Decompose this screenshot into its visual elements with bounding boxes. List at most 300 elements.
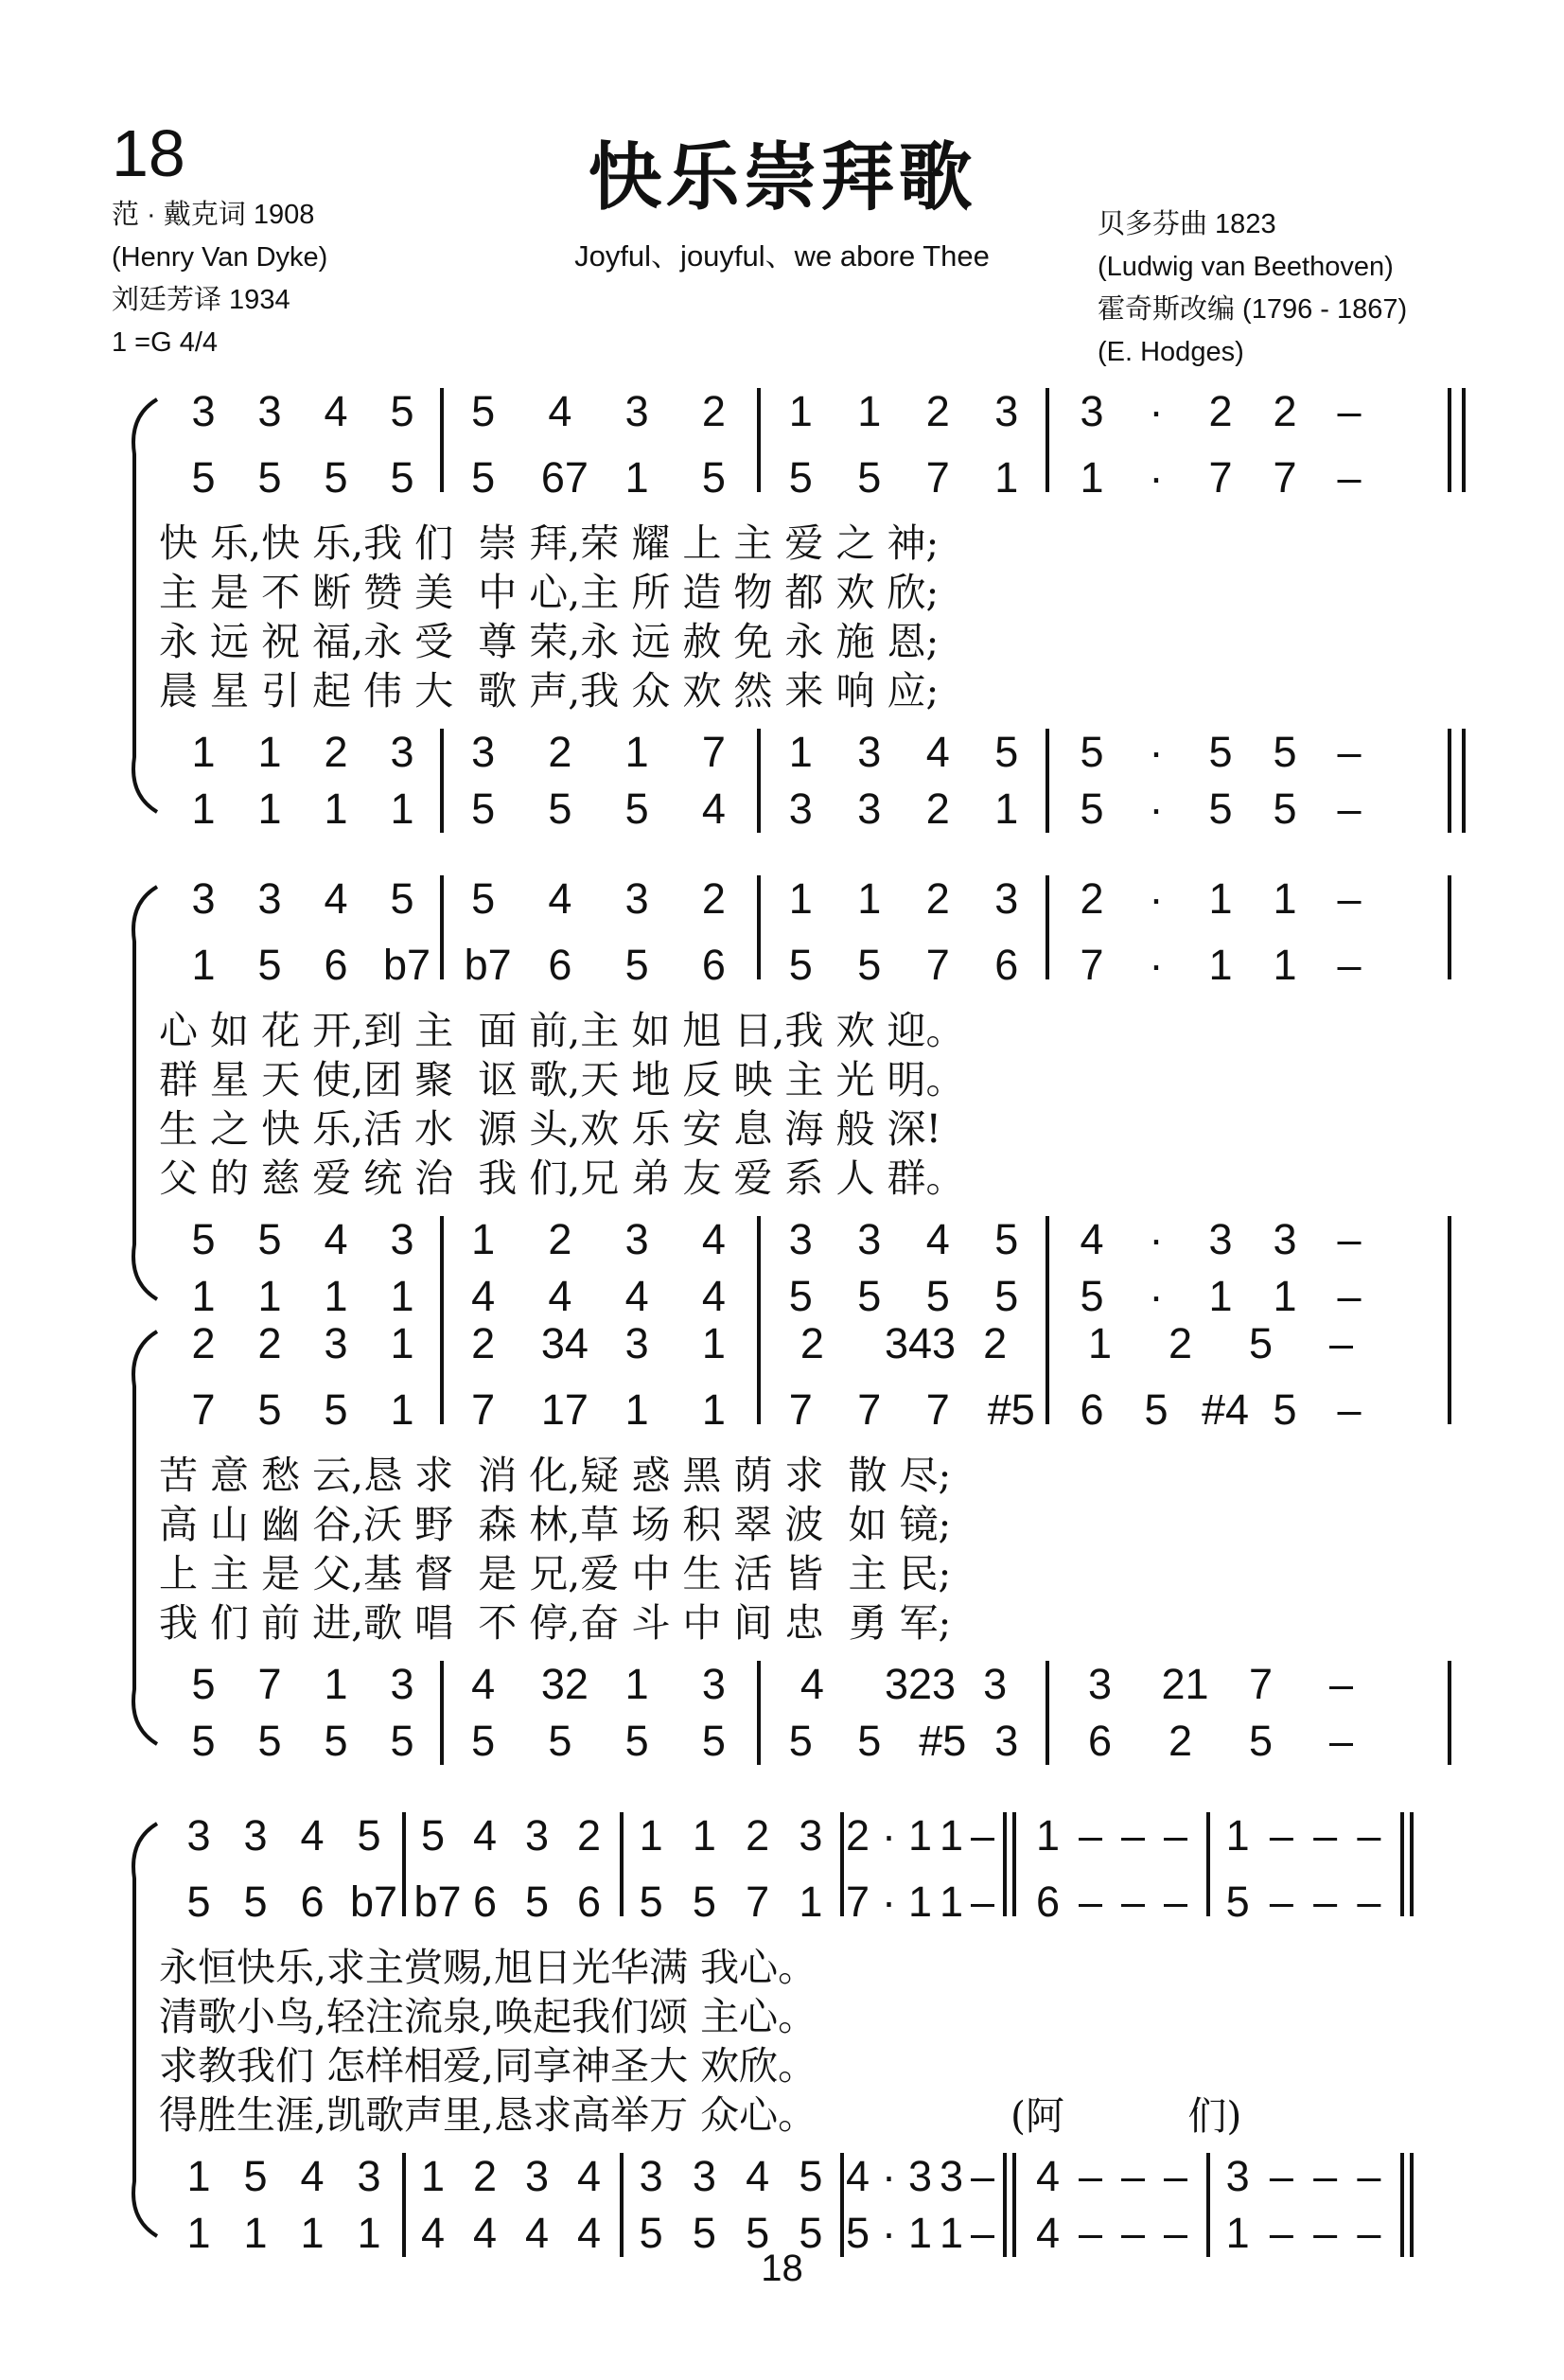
- soprano-note: –: [1313, 1811, 1338, 1860]
- bass-note: 1: [257, 785, 282, 833]
- bar-line: [1410, 1812, 1414, 1916]
- soprano-note: 2: [257, 1319, 282, 1367]
- bass-note: 5: [799, 2209, 823, 2257]
- bar-line: [1410, 2153, 1414, 2257]
- alto-note: 5: [471, 453, 496, 502]
- verse-3-lyrics: 永 远 祝 福,永 受 尊 荣,永 远 赦 免 永 施 恩;: [159, 619, 940, 664]
- alto-note: 1: [994, 453, 1019, 502]
- tenor-note: 4: [925, 728, 950, 776]
- alto-note: #4: [1202, 1385, 1250, 1434]
- soprano-note: 2: [983, 1319, 1008, 1367]
- hymn-title: 快乐崇拜歌: [588, 134, 976, 220]
- soprano-note: 1: [1273, 874, 1297, 923]
- bar-line: [757, 1320, 761, 1424]
- bass-note: 5: [746, 2209, 770, 2257]
- alto-note: 6: [324, 941, 348, 989]
- bass-note: 5: [857, 1272, 882, 1320]
- soprano-note: 1: [1225, 1811, 1250, 1860]
- soprano-note: –: [970, 1811, 995, 1860]
- alto-note: 5: [1144, 1385, 1169, 1434]
- verse-2-lyrics: 主 是 不 断 赞 美 中 心,主 所 造 物 都 欢 欣;: [159, 570, 940, 615]
- alto-note: –: [1337, 453, 1362, 502]
- tenor-note: 3: [390, 728, 414, 776]
- verse-1-lyrics: 心 如 花 开,到 主 面 前,主 如 旭 日,我 欢 迎。: [159, 1008, 965, 1053]
- tenor-note: 5: [191, 1660, 216, 1708]
- tenor-note: 5: [1208, 728, 1233, 776]
- bass-note: 1: [186, 2209, 211, 2257]
- alto-note: 1: [191, 941, 216, 989]
- bar-line: [440, 875, 444, 979]
- tenor-note: 3: [1273, 1215, 1297, 1263]
- tenor-note: ·: [1149, 1215, 1164, 1263]
- bass-note: –: [1337, 785, 1362, 833]
- soprano-note: 2: [576, 1811, 602, 1860]
- soprano-note: 3: [799, 1811, 823, 1860]
- bass-note: #5: [919, 1717, 967, 1765]
- alto-note: –: [1269, 1878, 1293, 1926]
- bar-line: [1046, 1320, 1049, 1424]
- alto-note: –: [1163, 1878, 1188, 1926]
- tenor-note: 3: [1225, 2152, 1250, 2200]
- tenor-note: 4: [800, 1660, 824, 1708]
- bar-line: [1448, 729, 1451, 833]
- alto-note: 6: [994, 941, 1019, 989]
- verse-3-lyrics: 生 之 快 乐,活 水 源 头,欢 乐 安 息 海 般 深!: [159, 1106, 941, 1152]
- bass-note: 1: [939, 2209, 964, 2257]
- alto-row: [0, 942, 1564, 989]
- soprano-note: 3: [324, 1319, 348, 1367]
- alto-note: –: [1078, 1878, 1103, 1926]
- bass-note: ·: [882, 2209, 896, 2257]
- alto-note: 7: [746, 1878, 770, 1926]
- bass-note: 5: [925, 1272, 950, 1320]
- soprano-note: –: [1328, 1319, 1354, 1367]
- bass-note: 1: [390, 1272, 414, 1320]
- bass-note: 5: [639, 2209, 663, 2257]
- soprano-note: 2: [1080, 874, 1104, 923]
- alto-note: 1: [624, 1385, 649, 1434]
- hymn-number: 18: [112, 116, 185, 190]
- soprano-note: 3: [186, 1811, 211, 1860]
- tenor-row: [0, 2153, 1564, 2200]
- tenor-row: [0, 1661, 1564, 1708]
- bass-note: 5: [471, 785, 496, 833]
- alto-note: b7: [383, 941, 431, 989]
- alto-note: 1: [1273, 941, 1297, 989]
- alto-note: 7: [925, 941, 950, 989]
- alto-note: 5: [857, 941, 882, 989]
- bass-note: 5: [845, 2209, 870, 2257]
- hymn-subtitle: Joyful、jouyful、we abore Thee: [574, 239, 990, 273]
- tenor-note: 4: [300, 2152, 325, 2200]
- soprano-note: 343: [885, 1319, 957, 1367]
- verse-3-lyrics: 上 主 是 父,基 督 是 兄,爱 中 生 活 皆 主 民;: [159, 1551, 952, 1596]
- tenor-note: –: [1120, 2152, 1146, 2200]
- bar-line: [1012, 2153, 1016, 2257]
- alto-note: 7: [925, 1385, 950, 1434]
- soprano-note: 1: [857, 874, 882, 923]
- alto-note: 5: [788, 941, 813, 989]
- soprano-row: [0, 1812, 1564, 1860]
- alto-note: 1: [907, 1878, 933, 1926]
- bass-note: 4: [576, 2209, 602, 2257]
- credits-right: [1098, 203, 1407, 374]
- alto-note: 1: [799, 1878, 823, 1926]
- verse-2-lyrics: 高 山 幽 谷,沃 野 森 林,草 场 积 翠 波 如 镜;: [159, 1502, 952, 1547]
- tenor-note: –: [970, 2152, 995, 2200]
- tenor-note: –: [1337, 1215, 1362, 1263]
- alto-note: –: [1337, 1385, 1362, 1434]
- soprano-note: 3: [994, 874, 1019, 923]
- bass-note: 4: [471, 1272, 496, 1320]
- bar-line: [1448, 1320, 1451, 1424]
- tenor-note: ·: [1149, 728, 1164, 776]
- alto-note: 7: [857, 1385, 882, 1434]
- bar-line: [1206, 2153, 1210, 2257]
- tenor-note: –: [1163, 2152, 1188, 2200]
- tenor-note: 4: [701, 1215, 726, 1263]
- bar-line: [440, 1320, 444, 1424]
- alto-note: 5: [1225, 1878, 1250, 1926]
- alto-note: 17: [540, 1385, 589, 1434]
- soprano-note: 3: [257, 874, 282, 923]
- bass-note: 1: [357, 2209, 381, 2257]
- bass-note: –: [1357, 2209, 1381, 2257]
- tenor-note: 3: [524, 2152, 550, 2200]
- soprano-note: 1: [788, 387, 813, 435]
- alto-note: 7: [471, 1385, 496, 1434]
- soprano-note: 2: [1273, 387, 1297, 435]
- tenor-note: 3: [639, 2152, 663, 2200]
- bass-note: 5: [471, 1717, 496, 1765]
- bar-line: [620, 2153, 624, 2257]
- bass-note: 5: [692, 2209, 716, 2257]
- bass-note: 1: [324, 785, 348, 833]
- tenor-row: [0, 1216, 1564, 1263]
- bass-note: 1: [324, 1272, 348, 1320]
- soprano-note: 5: [357, 1811, 381, 1860]
- tenor-note: 1: [624, 728, 649, 776]
- tenor-note: 5: [799, 2152, 823, 2200]
- lyricist-en: (Henry Van Dyke): [112, 242, 328, 273]
- soprano-note: 34: [540, 1319, 589, 1367]
- system-1: [0, 388, 1564, 833]
- bass-note: 3: [857, 785, 882, 833]
- verse-4-lyrics: 晨 星 引 起 伟 大 歌 声,我 众 欢 然 来 响 应;: [159, 668, 940, 714]
- alto-row: [0, 1386, 1564, 1434]
- tenor-note: 3: [692, 2152, 716, 2200]
- soprano-note: 3: [257, 387, 282, 435]
- alto-note: –: [1337, 941, 1362, 989]
- tenor-note: 1: [257, 728, 282, 776]
- alto-note: 6: [472, 1878, 498, 1926]
- lyricist: 范 · 戴克词 1908: [112, 200, 315, 230]
- tenor-note: 4: [324, 1215, 348, 1263]
- bar-line: [1448, 388, 1451, 492]
- tenor-note: 3: [907, 2152, 933, 2200]
- bass-note: 4: [472, 2209, 498, 2257]
- soprano-note: 4: [324, 874, 348, 923]
- soprano-note: 3: [994, 387, 1019, 435]
- bass-note: 5: [788, 1717, 813, 1765]
- amen-note: (阿 们): [1010, 2093, 1242, 2139]
- bar-line: [757, 388, 761, 492]
- composer: 贝多芬曲 1823: [1098, 209, 1276, 239]
- bar-line: [1046, 1661, 1049, 1765]
- tenor-note: 1: [324, 1660, 348, 1708]
- bar-line: [402, 1812, 406, 1916]
- bass-note: ·: [1149, 1272, 1164, 1320]
- alto-note: 5: [257, 453, 282, 502]
- soprano-note: 2: [471, 1319, 496, 1367]
- alto-note: 5: [191, 453, 216, 502]
- soprano-note: 2: [800, 1319, 824, 1367]
- tenor-note: 4: [925, 1215, 950, 1263]
- tenor-note: 3: [1208, 1215, 1233, 1263]
- alto-note: b7: [413, 1878, 462, 1926]
- soprano-note: 5: [471, 387, 496, 435]
- verse-3-lyrics: 求教我们 怎样相爱,同享神圣大 欢欣。: [159, 2043, 817, 2089]
- bass-note: 5: [1080, 785, 1104, 833]
- alto-note: 7: [191, 1385, 216, 1434]
- bass-note: 5: [1248, 1717, 1274, 1765]
- alto-note: 5: [390, 453, 414, 502]
- soprano-row: [0, 1320, 1564, 1367]
- alto-note: 5: [324, 453, 348, 502]
- verse-2-lyrics: 群 星 天 使,团 聚 讴 歌,天 地 反 映 主 光 明。: [159, 1057, 965, 1102]
- bass-note: 4: [548, 1272, 572, 1320]
- alto-note: 67: [540, 453, 589, 502]
- tenor-note: 2: [472, 2152, 498, 2200]
- alto-note: 6: [1035, 1878, 1061, 1926]
- verse-4-lyrics: 得胜生涯,凯歌声里,恳求高举万 众心。: [159, 2092, 817, 2138]
- soprano-note: 4: [300, 1811, 325, 1860]
- tenor-note: –: [1328, 1660, 1354, 1708]
- soprano-note: 2: [191, 1319, 216, 1367]
- alto-note: 7: [925, 453, 950, 502]
- alto-note: 5: [1273, 1385, 1297, 1434]
- tenor-note: 4: [746, 2152, 770, 2200]
- alto-note: 5: [639, 1878, 663, 1926]
- bar-line: [1003, 2153, 1007, 2257]
- alto-note: –: [970, 1878, 995, 1926]
- alto-row: [0, 454, 1564, 502]
- bar-line: [620, 1812, 624, 1916]
- bass-note: 4: [624, 1272, 649, 1320]
- bass-note: –: [970, 2209, 995, 2257]
- soprano-note: 5: [471, 874, 496, 923]
- page-number: 18: [761, 2248, 803, 2289]
- alto-note: 1: [390, 1385, 414, 1434]
- soprano-note: 1: [1208, 874, 1233, 923]
- tenor-note: 3: [624, 1215, 649, 1263]
- soprano-note: 3: [191, 387, 216, 435]
- alto-note: 7: [1208, 453, 1233, 502]
- alto-note: ·: [882, 1878, 896, 1926]
- tenor-note: 2: [548, 728, 572, 776]
- tenor-note: 5: [994, 1215, 1019, 1263]
- soprano-note: 2: [845, 1811, 870, 1860]
- key-signature: 1 =G 4/4: [112, 327, 219, 358]
- bass-note: 5: [788, 1272, 813, 1320]
- soprano-note: 3: [524, 1811, 550, 1860]
- tenor-note: ·: [882, 2152, 896, 2200]
- bass-note: 1: [243, 2209, 268, 2257]
- soprano-row: [0, 388, 1564, 435]
- bar-line: [1046, 729, 1049, 833]
- verse-1-lyrics: 苦 意 愁 云,恳 求 消 化,疑 惑 黑 荫 求 散 尽;: [159, 1453, 952, 1498]
- alto-note: 6: [300, 1878, 325, 1926]
- soprano-note: 5: [1248, 1319, 1274, 1367]
- alto-note: #5: [987, 1385, 1035, 1434]
- bar-line: [757, 875, 761, 979]
- verse-4-lyrics: 我 们 前 进,歌 唱 不 停,奋 斗 中 间 忠 勇 军;: [159, 1600, 952, 1646]
- alto-note: ·: [1149, 941, 1164, 989]
- tenor-note: –: [1357, 2152, 1381, 2200]
- arranger: 霍奇斯改编 (1796 - 1867): [1098, 294, 1408, 325]
- alto-note: 1: [701, 1385, 726, 1434]
- soprano-note: 1: [939, 1811, 964, 1860]
- verse-1-lyrics: 永恒快乐,求主赏赐,旭日光华满 我心。: [159, 1945, 817, 1990]
- soprano-note: –: [1163, 1811, 1188, 1860]
- tenor-note: 3: [701, 1660, 726, 1708]
- soprano-note: 2: [746, 1811, 770, 1860]
- tenor-note: 4: [471, 1660, 496, 1708]
- tenor-note: 2: [548, 1215, 572, 1263]
- soprano-note: 3: [624, 874, 649, 923]
- soprano-note: –: [1120, 1811, 1146, 1860]
- tenor-note: 3: [857, 1215, 882, 1263]
- alto-note: 7: [1080, 941, 1104, 989]
- bass-note: –: [1120, 2209, 1146, 2257]
- soprano-note: 4: [548, 387, 572, 435]
- bass-note: 4: [1035, 2209, 1061, 2257]
- tenor-note: 3: [939, 2152, 964, 2200]
- tenor-note: 7: [701, 728, 726, 776]
- bass-note: 5: [1080, 1272, 1104, 1320]
- bass-note: 1: [300, 2209, 325, 2257]
- bar-line: [757, 1661, 761, 1765]
- bass-note: 4: [701, 785, 726, 833]
- bass-row: [0, 785, 1564, 833]
- tenor-note: 323: [885, 1660, 957, 1708]
- alto-note: 5: [243, 1878, 268, 1926]
- tenor-note: 5: [191, 1215, 216, 1263]
- tenor-row: [0, 729, 1564, 776]
- bass-note: –: [1078, 2209, 1103, 2257]
- tenor-note: 5: [1080, 728, 1104, 776]
- tenor-note: 3: [1087, 1660, 1113, 1708]
- bass-note: ·: [1149, 785, 1164, 833]
- bass-note: 5: [191, 1717, 216, 1765]
- soprano-note: 4: [324, 387, 348, 435]
- bass-note: 1: [994, 785, 1019, 833]
- bass-note: 5: [324, 1717, 348, 1765]
- tenor-note: 3: [857, 728, 882, 776]
- system-2: [0, 875, 1564, 1320]
- system-4: [0, 1812, 1564, 2257]
- bar-line: [1448, 875, 1451, 979]
- tenor-note: –: [1313, 2152, 1338, 2200]
- soprano-note: 1: [701, 1319, 726, 1367]
- tenor-note: 1: [420, 2152, 446, 2200]
- alto-note: ·: [1149, 453, 1164, 502]
- bar-line: [440, 729, 444, 833]
- translator: 刘廷芳译 1934: [112, 285, 290, 315]
- bar-line: [440, 388, 444, 492]
- alto-note: –: [1357, 1878, 1381, 1926]
- soprano-note: 2: [1168, 1319, 1193, 1367]
- bar-line: [1448, 1661, 1451, 1765]
- alto-note: 5: [324, 1385, 348, 1434]
- soprano-note: 5: [390, 874, 414, 923]
- bass-note: 1: [191, 1272, 216, 1320]
- bass-note: 4: [524, 2209, 550, 2257]
- alto-row: [0, 1878, 1564, 1926]
- bar-line: [1046, 875, 1049, 979]
- bass-note: 5: [624, 785, 649, 833]
- bass-note: –: [1313, 2209, 1338, 2257]
- soprano-note: 2: [701, 874, 726, 923]
- bass-note: –: [1337, 1272, 1362, 1320]
- soprano-note: 2: [925, 387, 950, 435]
- soprano-note: 1: [907, 1811, 933, 1860]
- soprano-note: –: [1357, 1811, 1381, 1860]
- soprano-note: 1: [1035, 1811, 1061, 1860]
- bass-note: 5: [548, 785, 572, 833]
- arranger-en: (E. Hodges): [1098, 337, 1244, 367]
- soprano-note: 1: [857, 387, 882, 435]
- bass-note: 4: [420, 2209, 446, 2257]
- soprano-note: 3: [624, 1319, 649, 1367]
- alto-note: 7: [1273, 453, 1297, 502]
- tenor-note: 2: [324, 728, 348, 776]
- credits-left: [112, 194, 327, 364]
- soprano-note: ·: [1149, 874, 1164, 923]
- bar-line: [757, 729, 761, 833]
- alto-note: 5: [257, 941, 282, 989]
- bass-note: –: [1163, 2209, 1188, 2257]
- alto-note: b7: [464, 941, 512, 989]
- bar-line: [1046, 388, 1049, 492]
- bass-note: 1: [191, 785, 216, 833]
- tenor-note: 1: [191, 728, 216, 776]
- alto-note: 6: [701, 941, 726, 989]
- soprano-note: –: [1337, 874, 1362, 923]
- bass-row: [0, 1273, 1564, 1320]
- alto-note: 5: [788, 453, 813, 502]
- tenor-note: 3: [983, 1660, 1008, 1708]
- bar-line: [440, 1661, 444, 1765]
- alto-note: 5: [692, 1878, 716, 1926]
- soprano-note: –: [1337, 387, 1362, 435]
- bass-note: 5: [1208, 785, 1233, 833]
- alto-note: –: [1120, 1878, 1146, 1926]
- tenor-note: 1: [186, 2152, 211, 2200]
- soprano-note: –: [1269, 1811, 1293, 1860]
- verse-2-lyrics: 清歌小鸟,轻注流泉,唤起我们颂 主心。: [159, 1994, 817, 2039]
- tenor-note: 5: [243, 2152, 268, 2200]
- soprano-note: 1: [639, 1811, 663, 1860]
- alto-note: 7: [788, 1385, 813, 1434]
- soprano-note: 2: [1208, 387, 1233, 435]
- tenor-note: 4: [845, 2152, 870, 2200]
- tenor-note: 3: [390, 1660, 414, 1708]
- tenor-note: 3: [788, 1215, 813, 1263]
- tenor-note: –: [1269, 2152, 1293, 2200]
- soprano-note: 3: [624, 387, 649, 435]
- bar-line: [1462, 388, 1466, 492]
